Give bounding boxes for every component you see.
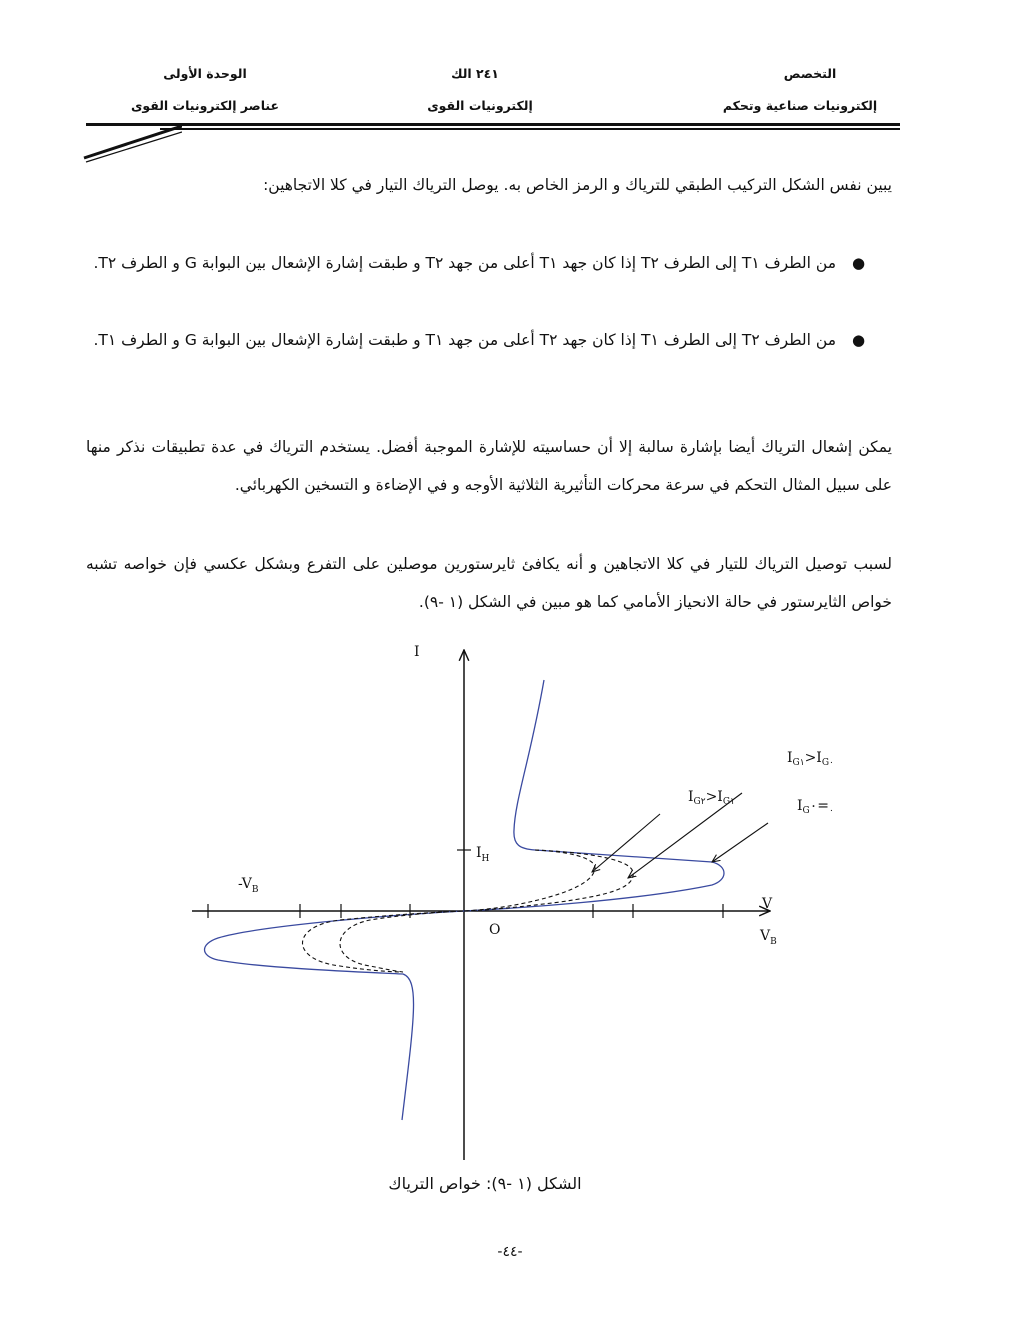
- arrow-ig0: [712, 823, 768, 862]
- header-left-title: الوحدة الأولى: [163, 66, 247, 81]
- label-i-axis: I: [414, 644, 420, 660]
- bullet-marker-2: ●: [852, 331, 866, 349]
- label-ig2-gt-ig1: $I_{G٢}>I_{G١}$: [688, 789, 735, 807]
- header-center-subtitle: إلكترونيات القوى: [427, 98, 533, 113]
- figure-caption: الشكل (١ -٩): خواص الترياك: [388, 1174, 582, 1193]
- axis-ticks: [208, 850, 723, 918]
- label-v-axis: V: [762, 896, 773, 912]
- bullet-item-2: من الطرف T٢ إلى الطرف T١ إذا كان جهد T٢ أعلى من جهد T١ و طبقت إشارة الإشعال بين البوابة G و الطرف T١.: [93, 331, 836, 349]
- label-neg-vb: $-V_B$: [238, 876, 259, 895]
- label-origin: O: [489, 922, 501, 938]
- bullet-marker-1: ●: [852, 254, 866, 272]
- label-vb: $V_B$: [760, 928, 777, 947]
- label-holding-current: $I_H$: [476, 845, 490, 864]
- header-left-subtitle: عناصر إلكترونيات القوى: [130, 98, 280, 113]
- arrow-ig2: [592, 814, 660, 872]
- header-center-title: ٢٤١ الك: [451, 66, 499, 81]
- paragraph-characteristics: لسبب توصيل الترياك للتيار في كلا الاتجاهين و أنه يكافئ ثايرستورين موصلين على التفرع وبشكل عكسي فإن خواصه تشبه خواص الثايرستور في حالة الانحياز الأمامي كما هو مبين في الشكل (١ -٩).: [86, 555, 892, 611]
- paragraph-firing: يمكن إشعال الترياك أيضا بإشارة سالبة إلا أن حساسيته للإشارة الموجبة أفضل. يستخدم الترياك في عدة تطبيقات نذكر منها على سبيل المثال التحكم في سرعة محركات التأثيرية الثلاثية الأوجه و في الإضاءة و التسخين الكهربائي.: [86, 438, 892, 494]
- intro-paragraph: يبين نفس الشكل التركيب الطبقي للترياك و الرمز الخاص به. يوصل الترياك التيار في كلا الاتجاهين:: [263, 176, 892, 194]
- page-number: -٤٤-: [497, 1244, 523, 1260]
- bullet-item-1: من الطرف T١ إلى الطرف T٢ إذا كان جهد T١ أعلى من جهد T٢ و طبقت إشارة الإشعال بين البوابة G و الطرف T٢.: [93, 254, 836, 272]
- header-right-title: التخصص: [783, 66, 837, 81]
- header-right-subtitle: إلكترونيات صناعية وتحكم: [722, 98, 878, 113]
- label-ig1-gt-ig0: $I_{G١}>I_{G٠}$: [787, 750, 834, 768]
- label-ig0-zero: $I_{G٠}=٠$: [797, 798, 834, 816]
